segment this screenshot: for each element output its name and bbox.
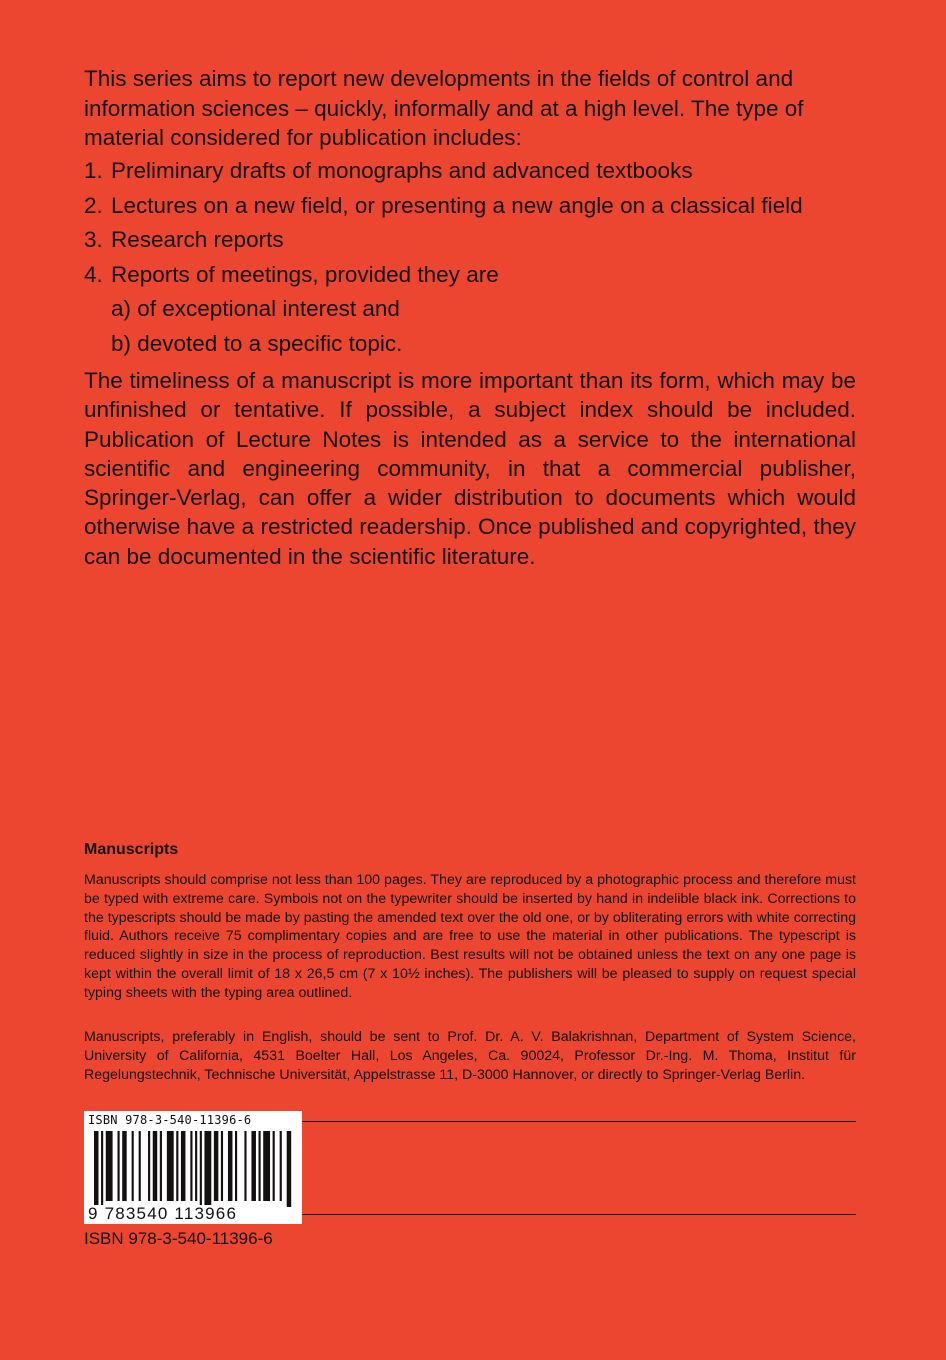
barcode-bar [118,1131,120,1201]
barcode-bars [86,1131,300,1207]
intro-paragraph: This series aims to report new developments in the fields of control and information sciences – quickly, informally and at a high level. The type of material considered for publication includes: [84,66,804,150]
isbn-barcode [84,1111,302,1224]
list-item-number: 3. [84,227,103,252]
manuscripts-heading: Manuscripts [84,841,179,858]
barcode-bar [148,1131,150,1201]
barcode-bar [195,1131,197,1201]
barcode-isbn-label: ISBN 978-3-540-11396-6 [88,1113,252,1127]
timeliness-paragraph: The timeliness of a manuscript is more important than its form, which may be unfinished or tentative. If possible, a subject index should be included. Publication of Lecture Notes is intended as a service to the international scientific and engineering community, in that a commercial publisher, Springer-Verlag, can offer a wider distribution to documents which would otherwise have a restricted readership. Once published and copyrighted, they can be documented in the scientific literature. [84,368,856,569]
publication-types-list [84,156,874,363]
list-item [84,225,874,255]
barcode-bar [251,1131,256,1201]
barcode-bar [287,1131,292,1207]
list-item-number: 2. [84,192,103,218]
manuscripts-requirements-paragraph: Manuscripts should comprise not less than 100 pages. They are reproduced by a photographic process and therefore must be typed with extreme care. Symbols not on the typewriter should be inserted by hand in indelible black ink. Corrections to the typescripts should be made by pasting the amended text over the old one, or by obliterating errors with white correcting fluid. Authors receive 75 complimentary copies and are free to use the material in other publications. The typescript is reduced slightly in size in the process of reproduction. Best results will not be obtained unless the text on any one page is kept within the overall limit of 18 x 26,5 cm (7 x 10½ inches). The publishers will be pleased to supply on request special typing sheets with the typing area outlined. [84,872,856,1001]
barcode-bar [153,1131,158,1201]
list-item-text: Research reports [111,227,284,252]
top-divider-line [302,1121,856,1122]
barcode-bar [228,1131,233,1201]
barcode-bar [160,1131,162,1201]
barcode-bar [132,1131,134,1201]
list-subitem: a) of exceptional interest and [111,296,400,321]
list-item-number: 1. [84,158,103,183]
list-item-text: Reports of meetings, provided they are [111,261,499,287]
barcode-bar [101,1131,103,1207]
bottom-divider-line [302,1214,856,1215]
barcode-bar [106,1131,113,1201]
list-subitem: b) devoted to a specific topic. [111,330,403,356]
list-item-text: Preliminary drafts of monographs and advanced textbooks [111,158,693,183]
barcode-bar [263,1131,270,1201]
barcode-digits: 9 783540 113966 [88,1204,238,1223]
barcode-bar [221,1131,223,1201]
list-item [84,191,874,221]
list-item [84,156,874,186]
list-item-text: Lectures on a new field, or presenting a new angle on a classical field [111,192,803,218]
barcode-bar [94,1131,99,1207]
barcode-bar [167,1131,174,1201]
list-item-number: 4. [84,261,103,287]
barcode-bar [190,1131,192,1201]
barcode-bar [181,1131,186,1201]
barcode-bar [273,1131,275,1201]
barcode-bar [122,1131,127,1201]
isbn-number: ISBN 978-3-540-11396-6 [84,1229,273,1248]
barcode-bar [235,1131,237,1201]
barcode-bar [214,1131,219,1201]
barcode-bar [259,1131,261,1201]
manuscripts-submission-paragraph: Manuscripts, preferably in English, should be sent to Prof. Dr. A. V. Balakrishnan, Department of System Science, University of California, 4531 Boelter Hall, Los Angeles, Ca. 90024, Professor Dr.-Ing. M. Thoma, Institut für Regelungstechnik, Technische Universität, Appelstrasse 11, D-3000 Hannover, or directly to Springer-Verlag Berlin. [84,1029,856,1083]
barcode-bar [176,1131,178,1201]
barcode-bar [244,1131,246,1201]
barcode-bar [204,1131,211,1207]
barcode-bar [280,1131,282,1201]
list-item [84,260,874,290]
barcode-bar [200,1131,202,1207]
barcode-bar [139,1131,141,1201]
